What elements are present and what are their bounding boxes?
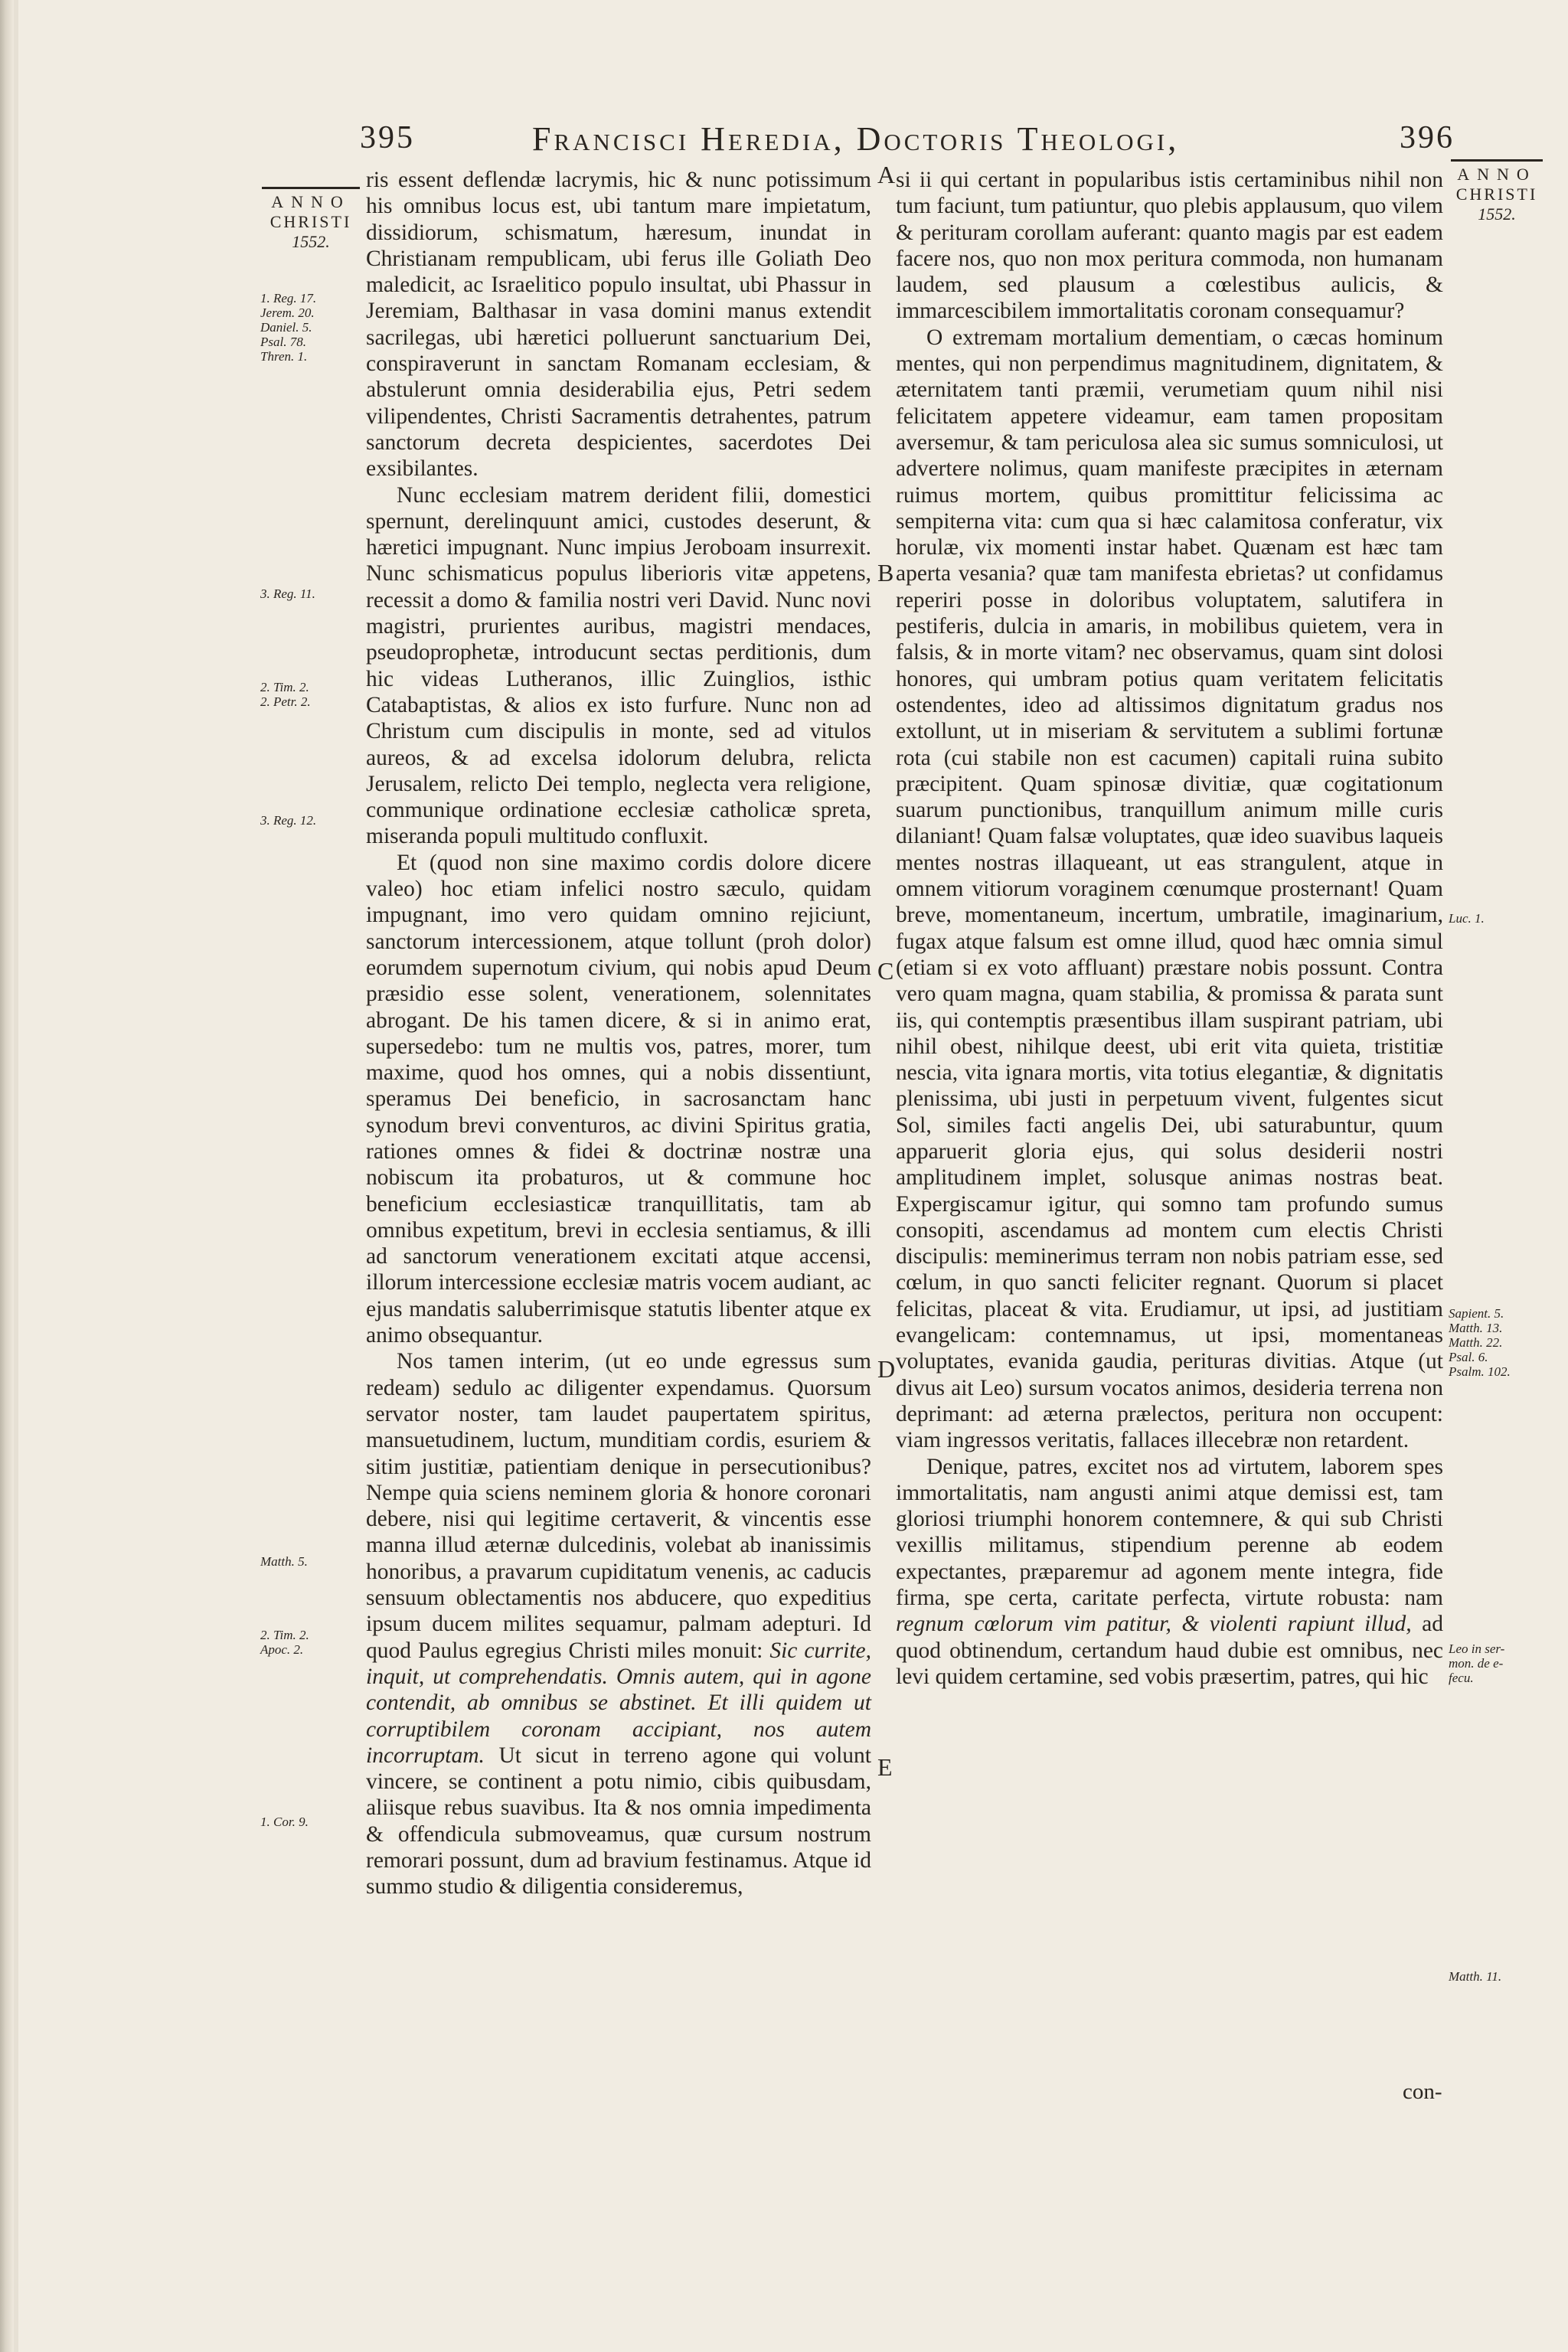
margin-note-right: Luc. 1. (1449, 911, 1485, 926)
anno-label: ANNO (271, 192, 351, 211)
section-letter-c: C (877, 957, 894, 985)
margin-note-left: 1. Reg. 17. Jerem. 20. Daniel. 5. Psal. 78. Thren. 1. (260, 291, 317, 364)
paragraph-text: Ut sicut in terreno agone qui volunt vincere, se continent a potu nimio, cibis quibusdam, aliisque rebus suavibus. Ita & nos omnia impedimenta & offendicula submoveamus, quæ cursum nostrum remorari possunt, dum ad bravium festinamus. Atque id summo studio & diligentia consideremus, (366, 1743, 872, 1900)
text-column-right (896, 167, 1443, 1690)
paragraph-text: Denique, patres, excitet nos ad virtutem, laborem spes immortalitatis, nam angusti animi atque demissi est, tam gloriosi triumphi honorem contemnere, & qui sub Christi vexillis militamus, stipendium perenne ab eodem expectantes, præparemur ad agonem mente integra, fide firma, spe certa, caritate perfecta, virtute robusta: nam (896, 1454, 1443, 1611)
anno-rule (1451, 159, 1543, 162)
margin-note-left: 3. Reg. 11. (260, 586, 315, 601)
paragraph: O extremam mortalium dementiam, o cæcas hominum mentes, qui non perpendimus magnitudinem, dignitatem, & æternitatem tanti præmii, verumetiam quum nihil nisi felicitatem appetere videamur, eam tamen propositam aversemur, & tam periculosa alea sic sumus somniculosi, ut advertere nolimus, quam manifeste præcipites in æternam ruimus mortem, quibus promittitur felicissima ac sempiterna vita: cum qua si hæc calamitosa conferatur, vix horulæ, vix momenti instar habet. Quænam est hæc tam aperta vesania? quæ tam manifesta ebrietas? ut confidamus reperiri posse in doloribus voluptatem, salutifera in pestiferis, dulcia in amaris, in mobilibus quietem, vera in falsis, & in morte vitam? nec observamus, quam sint dolosi honores, qui umbram potius quam veritatem felicitatis ostendentes, ideo ad altissimos dignitatum gradus nos extollunt, ut in miseriam & servitutem a sublimi fortunæ rota (cui stabile non est cacumen) capitali ruina subito præcipitent. Quam spinosæ divitiæ, quæ cogitationum suarum punctionibus, tranquillum animum mille curis dilaniant! Quam falsæ voluptates, quæ ideo suavibus laqueis mentes nostras illaqueant, ut eas strangulent, atque in omnem vitiorum voraginem cœnumque prosternant! Quam breve, momentaneum, incertum, umbratile, imaginarium, fugax atque falsum est omne illud, quod hæc omnia simul (etiam si ex voto affluant) præstare nobis possunt. Contra vero quam magna, quam stabilia, & promissa & parata sunt iis, qui contemptis præsentibus illam suspirant patriam, ubi nihil obest, nihilque deest, ubi erit vita quieta, tristitiæ nescia, vita ignara mortis, vita totius elegantiæ, & dignitatis plenissima, ubi justi in perpetuum vivent, fulgentes sicut Sol, similes facti angelis Dei, ubi saturabuntur, quum apparuerit gloria ejus, qui solus desiderii nostri amplitudinem implet, solusque animas nostras beat. Expergiscamur igitur, qui somno tam profundo sumus consopiti, ascendamus ad montem cum electis Christi discipulis: meminerimus terram non nobis patriam esse, sed cœlum, in quo sancti feliciter regnant. Quorum si placet felicitas, placeat & vita. Erudiamur, ut ipsi, ad justitiam evangelicam: contemnamus, ut ipsi, momentaneas voluptates, evanida gaudia, perituras divitias. Atque (ut divus ait Leo) sursum vocatos animos, desideria terrena non deprimant: ad æterna prælectos, peritura non occupent: viam ingressos veritatis, fallaces illecebræ non retardent. (896, 325, 1443, 1453)
paragraph: si ii qui certant in popularibus istis certaminibus nihil non tum faciunt, tum patiuntur, quo plebis applausum, quo vilem & perituram corollam auferant: quanto magis par est eadem facere nos, quo non mox peritura commoda, non humanam laudem, sed plausum a cœlestibus aulicis, & immarcescibilem immortalitatis coronam consequamur? (896, 168, 1443, 324)
catchword: con- (1403, 2079, 1442, 2104)
section-letter-e: E (877, 1753, 893, 1781)
anno-sub: CHRISTI (1455, 185, 1538, 204)
margin-note-right: Leo in ser- mon. de e- fecu. (1449, 1642, 1505, 1685)
margin-note-left: 2. Tim. 2. Apoc. 2. (260, 1628, 309, 1657)
page-number-right: 396 (1400, 120, 1455, 155)
page-edge (0, 0, 14, 2352)
anno-sub: CHRISTI (270, 212, 352, 231)
anno-rule (262, 187, 360, 189)
scripture-quote: regnum cœlorum vim patitur, & violenti rapiunt illud, (896, 1612, 1412, 1637)
running-head (360, 115, 1455, 168)
margin-note-right: Matth. 11. (1449, 1969, 1502, 1984)
anno-christi-left (262, 187, 360, 252)
section-letter-d: D (877, 1355, 896, 1383)
section-letter-a: A (877, 161, 896, 188)
section-letter-b: B (877, 559, 894, 586)
anno-year: 1552. (292, 232, 330, 251)
text-column-left (366, 167, 871, 1900)
paragraph-text: ad quod obtinendum, certandum haud dubie est omnibus, nec levi quidem certamine, sed vobis præsertim, patres, qui hic (896, 1612, 1443, 1689)
page-edge-shadow (14, 0, 18, 2352)
paragraph (366, 1348, 871, 1900)
paragraph-text: Nos tamen interim, (ut eo unde egressus sum redeam) sedulo ac diligenter expendamus. Quorsum servator noster, tam laudet paupertatem spiritus, mansuetudinem, luctum, munditiam cordis, esuriem & sitim justitiæ, patientiam denique in persecutionibus? Nempe quia sciens neminem gloria & honore coronari debere, nisi qui legitime certaverit, & vincentis esse manna illud æternæ dulcedinis, volebat ab inanissimis honoribus, a pravarum cupiditatum venenis, ac caducis sensuum oblectamentis nos abducere, quo expeditius ipsum ducem milites sequamur, palmam adepturi. Id quod Paulus egregius Christi miles monuit: (366, 1349, 871, 1663)
margin-note-left: Matth. 5. (260, 1554, 308, 1569)
margin-note-right: Sapient. 5. Matth. 13. Matth. 22. Psal. 6. Psalm. 102. (1449, 1306, 1511, 1379)
page-number-left: 395 (360, 120, 415, 155)
scripture-quote: Sic currite, inquit, ut comprehendatis. Omnis autem, qui in agone contendit, ab omnibus se abstinet. Et illi quidem ut corruptibilem coronam accipiant, nos autem incorruptam. (366, 1638, 871, 1768)
paragraph (896, 1454, 1443, 1690)
paragraph: Et (quod non sine maximo cordis dolore dicere valeo) hoc etiam infelici nostro sæculo, quidam impugnant, imo vero quidam omnino rejiciunt, sanctorum intercessionem, atque tollunt (proh dolor) eorumdem supernotum civium, qui nobis apud Deum præsidio esse solent, venerationem, solennitates abrogant. De his tamen dicere, & si in animo erat, supersedebo: tum ne multis vos, patres, morer, tum maxime, quod hos omnes, qui a nobis dissentiunt, speramus Dei beneficio, in sacrosanctam hanc synodum brevi conventuros, ac divini Spiritus gratia, rationes omnes & fidei & doctrinæ nostræ una nobiscum ita probaturos, ut & commune hoc beneficium ecclesiasticæ tranquillitatis, tam ab omnibus expetitum, brevi in ecclesia sentiamus, & illi ad sanctorum venerationem excitati atque accensi, illorum intercessione ecclesiæ matris vocem audiant, ac ejus mandatis saluberrimisque statutis libenter atque ex animo obsequantur. (366, 850, 871, 1348)
margin-note-left: 1. Cor. 9. (260, 1815, 309, 1829)
anno-label: ANNO (1457, 165, 1537, 184)
margin-note-left: 3. Reg. 12. (260, 813, 317, 828)
running-title: Francisci Heredia, Doctoris Theologi, (532, 120, 1180, 158)
anno-year: 1552. (1478, 204, 1516, 224)
anno-christi-right (1451, 159, 1543, 224)
paragraph: Nunc ecclesiam matrem derident filii, domestici spernunt, derelinquunt amici, custodes deserunt, & hæretici impugnant. Nunc impius Jeroboam insurrexit. Nunc schismaticus populus liberioris vitæ appetens, recessit a domo & familia nostri veri David. Nunc novi magistri, prurientes auribus, magistri mendaces, pseudoprophetæ, introducunt sectas perditionis, dum hic videas Lutheranos, illic Zuinglios, isthic Catabaptistas, & alios ex isto furfure. Nunc non ad Christum cum discipulis in monte, sed ad vitulos aureos, & ad excelsa idolorum delubra, relicta Jerusalem, relicto Dei templo, neglecta vera religione, communique ordinatione ecclesiæ catholicæ spreta, miseranda populi multitudo confluxit. (366, 482, 871, 849)
margin-note-left: 2. Tim. 2. 2. Petr. 2. (260, 680, 311, 709)
paragraph: ris essent deflendæ lacrymis, hic & nunc potissimum his omnibus locus est, ubi tantum mare impietatum, dissidiorum, schismatum, hæresum, inundat in Christianam rempublicam, ubi ferus ille Goliath Deo maledicit, ac Israelitico populo insultat, ubi Phassur in Jeremiam, Balthasar in vasa domini manus extendit sacrilegas, ubi hæretici polluerunt sanctuarium Dei, conspiraverunt in sanctam Romanam ecclesiam, & abstulerunt omnia desiderabilia ejus, Petri sedem vilipendentes, Christi Sacramentis detrahentes, patrum sanctorum decreta despicientes, sacerdotes Dei exsibilantes. (366, 168, 871, 482)
